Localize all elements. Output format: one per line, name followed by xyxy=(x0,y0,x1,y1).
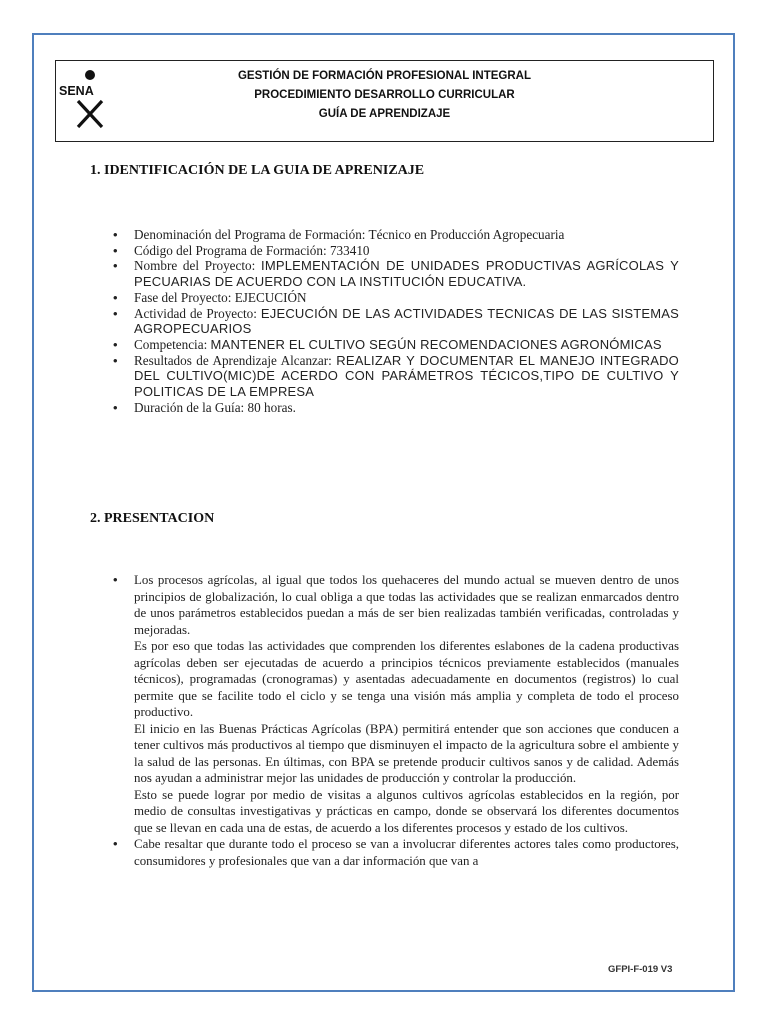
identification-list xyxy=(113,227,679,415)
form-code: GFPI-F-019 V3 xyxy=(608,964,673,975)
paragraph: • Los procesos agrícolas, al igual que todos los quehaceres del mundo actual se mueven dentro de unos principios de globalización, lo cual obliga a que todas las actividades que se realizan enmarcados dentro de unos parámetros establecidos puedan a más de ser bien realizadas también verificadas, controladas y mejoradas. xyxy=(134,573,679,637)
header-line-1: GESTIÓN DE FORMACIÓN PROFESIONAL INTEGRAL xyxy=(237,70,532,82)
paragraph: El inicio en las Buenas Prácticas Agrícolas (BPA) permitirá entender que son acciones que conducen a tener cultivos más productivos al tiempo que disminuyen el impacto de la agricultura sobre el ambiente y la salud de las personas. En últimas, con BPA se pretende producir cultivos sanos y de calidad. Además nos ayudan a administrar mejor las unidades de producción y controlar la producción. xyxy=(134,721,679,785)
section-1-title: 1. IDENTIFICACIÓN DE LA GUIA DE APRENIZAJE xyxy=(90,163,425,178)
list-item: • Fase del Proyecto: EJECUCIÓN xyxy=(113,290,679,306)
presentation-list xyxy=(113,572,679,869)
list-item: • Denominación del Programa de Formación: Técnico en Producción Agropecuaria xyxy=(113,227,679,243)
logo-text: SENA xyxy=(59,84,94,98)
header-line-3: GUÍA DE APRENDIZAJE xyxy=(318,108,451,120)
list-item: • Resultados de Aprendizaje Alcanzar: REALIZAR Y DOCUMENTAR EL MANEJO INTEGRADO DEL CULTIVO(MIC)DE ACERDO CON PARÁMETROS TÉCICOS,TIPO DE CULTIVO Y POLITICAS DE LA EMPRESA xyxy=(113,353,679,400)
list-item xyxy=(113,572,679,836)
header-titles xyxy=(56,67,713,124)
list-item: • Duración de la Guía: 80 horas. xyxy=(113,400,679,416)
list-item: • Competencia: MANTENER EL CULTIVO SEGÚN RECOMENDACIONES AGRONÓMICAS xyxy=(113,337,679,353)
paragraph: • Cabe resaltar que durante todo el proceso se van a involucrar diferentes actores tales como productores, consumidores y profesionales que van a dar información que van a xyxy=(134,837,679,868)
paragraph: Esto se puede lograr por medio de visitas a algunos cultivos agrícolas establecidos en la región, por medio de consultas investigativas y prácticas en campo, donde se observará los diferentes documentos que se llevan en cada una de estas, de acuerdo a los diferentes procesos y estado de los cultivos. xyxy=(134,787,679,835)
paragraph: Es por eso que todas las actividades que comprenden los diferentes eslabones de la cadena productivas agrícolas deben ser ejecutadas de acuerdo a principios técnicos previamente establecidos (manuales técnicos), programadas (cronogramas) y asentadas adecuadamente en documentos (registros) lo cual permite que se facilite todo el ciclo y se tenga una visión más amplia y completa de todo el proceso productivo. xyxy=(134,639,679,719)
list-item: • Nombre del Proyecto: IMPLEMENTACIÓN DE UNIDADES PRODUCTIVAS AGRÍCOLAS Y PECUARIAS DE ACUERDO CON LA INSTITUCIÓN EDUCATIVA. xyxy=(113,258,679,289)
list-item xyxy=(113,836,679,869)
list-item: • Código del Programa de Formación: 733410 xyxy=(113,243,679,259)
document-header xyxy=(55,60,714,142)
list-item: • Actividad de Proyecto: EJECUCIÓN DE LAS ACTIVIDADES TECNICAS DE LAS SISTEMAS AGROPECUARIOS xyxy=(113,306,679,337)
header-line-2: PROCEDIMIENTO DESARROLLO CURRICULAR xyxy=(254,89,515,101)
section-2-title: 2. PRESENTACION xyxy=(90,511,215,526)
